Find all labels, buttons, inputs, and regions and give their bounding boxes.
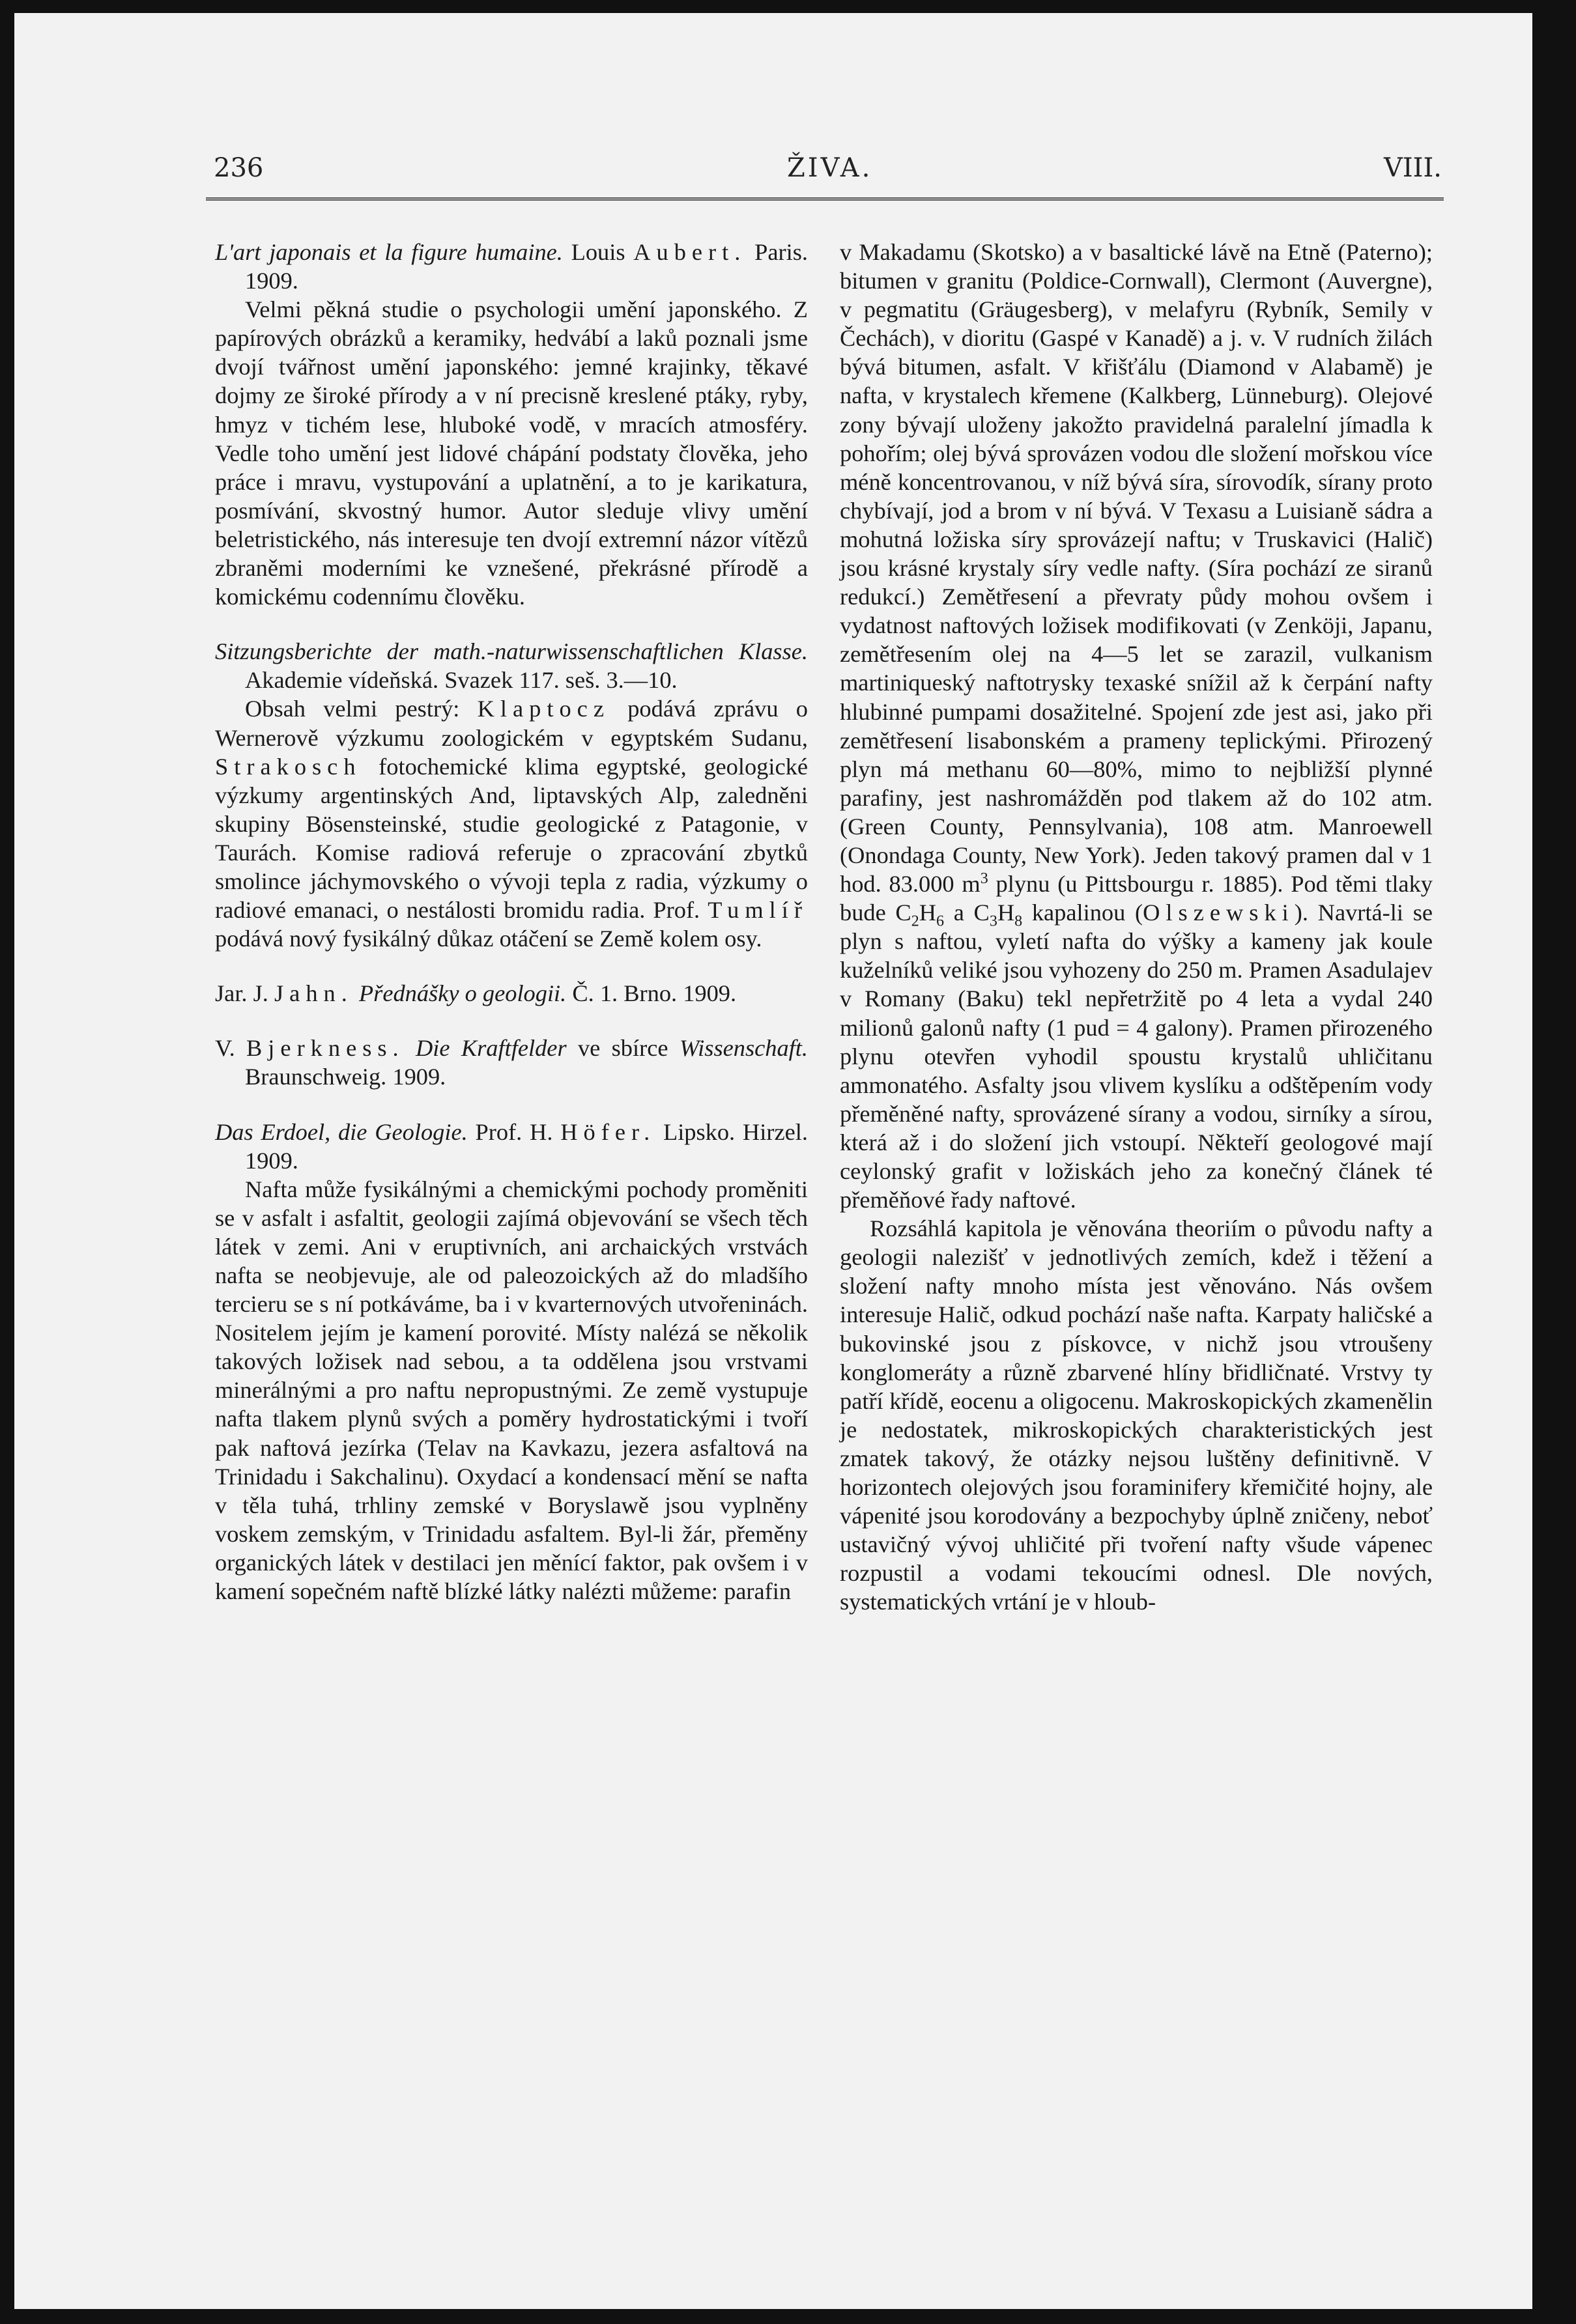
journal-page <box>14 13 1532 2309</box>
running-header <box>214 153 1442 199</box>
citation-hofer <box>215 1118 808 1175</box>
publication-info: Lipsko. Hirzel. 1909. <box>245 1118 808 1174</box>
right-column <box>840 238 1433 1617</box>
volume-number: VIII. <box>1383 153 1442 183</box>
publication-info: Paris. 1909. <box>245 239 808 294</box>
author-initials: Jar. J. <box>215 980 268 1007</box>
subscript: 2 <box>911 913 919 930</box>
formula-part: H <box>919 900 936 926</box>
publication-info: Braunschweig. 1909. <box>245 1064 446 1090</box>
publication-info: Akademie vídeňská. Svazek 117. seš. 3.—10. <box>245 667 678 694</box>
review-text-part: podává nový fysikálný důkaz otáčení se Země kolem osy. <box>215 926 762 952</box>
citation-sitzungsberichte <box>215 637 808 694</box>
series-label: ve sbírce <box>577 1035 668 1062</box>
author-initials: V. <box>215 1035 235 1062</box>
citation-aubert <box>215 238 808 295</box>
author-name: Bjerkness. <box>246 1035 405 1062</box>
author-name: Jahn. <box>274 980 353 1007</box>
author-first-name: Louis <box>571 239 625 265</box>
book-title: Das Erdoel, die Geologie. <box>215 1118 468 1145</box>
citation-bjerkness <box>215 1034 808 1091</box>
formula-part: a C <box>953 900 990 926</box>
superscript: 3 <box>980 870 988 887</box>
author-name: Klaptocz <box>477 696 610 722</box>
review-text-part: kapalinou ( <box>1031 900 1143 926</box>
citation-jahn <box>215 979 808 1008</box>
author-name: Aubert. <box>633 239 747 265</box>
book-title: L'art japonais et la figure humaine. <box>215 239 563 265</box>
book-title: Die Kraftfelder <box>416 1035 567 1062</box>
header-rule <box>206 197 1444 201</box>
review-text-part: plynu (u Pittsbourgu r. 1885). Pod těmi tlaky bude C <box>840 871 1433 926</box>
review-text-part: ). Navrtá-li se plyn s naftou, vyletí nafta do výšky a kameny jak koule kuželníků veliké jsou vyhozeny do 250 m. Pramen Asadulajev v Romany (Baku) tekl nepřetržitě po 4 leta a vydal 240 milionů galonů nafty (1 pud = 4 galony). Pramen přirozeného plynu otevřen vyhodil spoustu krystalů uhličitanu ammonatého. Asfalty jsou vlivem kyslíku a odštěpením vody přeměněné nafty, sprovázené sírany a vodou, sirníky a sírou, která až i do složení jich vstoupí. Někteří geologové mají ceylonský grafit v ložiskách jeho za konečný článek té přeměňové řady naftové. <box>840 900 1433 1213</box>
page-number: 236 <box>214 153 264 183</box>
review-text-part: Obsah velmi pestrý: <box>245 696 460 722</box>
review-text-part: fotochemické klima egyptské, geologické výzkumy argentinských And, liptavských Alp, zaledněni skupiny Bösensteinské, studie geologické z Patagonie, v Taurách. Komise radiová referuje o zpracování zbytků smolince jáchymovského o vývoji tepla z radia, výzkumy o radiové emanaci, o nestálosti bromidu radia. Prof. <box>215 753 808 924</box>
author-name: Tumlíř <box>708 897 808 924</box>
review-text-continued <box>840 238 1433 1214</box>
review-text-part: podává zprávu o Wernerově výzkumu zoologickém v egyptském Sudanu, <box>215 696 808 751</box>
subscript: 6 <box>936 913 944 930</box>
subscript: 3 <box>989 913 997 930</box>
left-column <box>215 238 808 1606</box>
formula-part: H <box>997 900 1015 926</box>
review-text-part: v Makadamu (Skotsko) a v basaltické lávě na Etně (Paterno); bitumen v granitu (Poldice-Cornwall), Clermont (Auvergne), v pegmatitu (Gräugesberg), v melafyru (Rybník, Semily v Čechách), v dioritu (Gaspé v Kanadě) a j. v. V rudních žilách bývá bitumen, asfalt. V křišťálu (Diamond v Alabamě) je nafta, v krystalech křemene (Kalkberg, Lünneburg). Olejové zony bývají uloženy jakožto pravidelná paralelní jímadla k pohořím; olej bývá sprovázen vodou dle složení mořskou více méně koncentrovanou, v níž bývá síra, sírovodík, sírany proto chybívají, jod a brom v ní bývá. V Texasu a Luisianě sádra a mohutná ložiska síry sprovázejí naftu; v Truskavici (Halič) jsou krásné krystaly síry vedle nafty. (Síra pochází ze siranů redukcí.) Zemětřesení a převraty půdy mohou ovšem i vydatnost naftových ložisek modifikovati (v Zenköji, Japanu, zemětřesením olej na 4—5 let se zarazil, vulkanism martiniqueský naftotrysky texaské snížil až k čerpání nafty hlubinné pumpami dosažitelné. Spojení zde jest asi, jako při zemětřesení lisabonském a prameny teplickými. Přirozený plyn má methanu 60—80%, mimo to nejbližší plynné parafiny, jest nashromážděn pod tlakem až do 102 atm. (Green County, Pennsylvania), 108 atm. Manroewell (Onondaga County, New York). Jeden takový pramen dal v 1 hod. 83.000 m <box>840 239 1433 898</box>
review-text: Nafta může fysikálnými a chemickými pochody proměniti se v asfalt i asfaltit, geologii zajímá objevování se všech těch látek v zemi. Ani v eruptivních, ani archaických vrstvách nafta se neobjevuje, ale od paleozoických až do mladšího tercieru se s ní potkáváme, ba i v kvarternových utvořeninách. Nositelem jejím je kamení porovité. Místy nalézá se několik takových ložisek nad sebou, a ta oddělena jsou vrstvami minerálnými a pro naftu nepropustnými. Ze země vystupuje nafta tlakem plynů svých a poměry hydrostatickými i tvoří pak naftová jezírka (Telav na Kavkazu, jezera asfaltová na Trinidadu i Sakchalinu). Oxydací a kondensací mění se nafta v těla tuhá, trhliny zemské v Boryslawě jsou vyplněny voskem zemským, v Trinidadu asfaltem. Byl-li žár, přeměny organických látek v destilaci jen měnící faktor, pak ovšem i v kamení sopečném naftě blízké látky nalézti můžeme: parafin <box>215 1176 808 1605</box>
author-name: Olszewski <box>1143 900 1295 926</box>
publication-info: Č. 1. Brno. 1909. <box>572 980 737 1007</box>
review-text: Velmi pěkná studie o psychologii umění japonského. Z papírových obrázků a keramiky, hedvábí a laků poznali jsme dvojí tvářnost umění japonského: jemné krajinky, těkavé dojmy ze široké přírody a v ní precisně kreslené ptáky, ryby, hmyz v tichém lese, hluboké vodě, v mracích atmosféry. Vedle toho umění jest lidové chápání podstaty člověka, jeho práce i mravu, vystupování a uplatnění, a to je karikatura, posmívání, skvostný humor. Autor sleduje vlivy umění beletristického, nás interesuje ten dvojí extremní názor vítězů zbraněmi moderními ke vznešené, překrásné přírodě a komickému codennímu člověku. <box>215 296 808 610</box>
subscript: 8 <box>1014 913 1023 930</box>
book-title: Přednášky o geologii. <box>358 980 567 1007</box>
author-name: Strakosch <box>215 753 362 780</box>
series-title: Wissenschaft. <box>679 1035 808 1062</box>
journal-title: ŽIVA. <box>787 153 873 183</box>
review-text <box>215 694 808 953</box>
book-title: Sitzungsberichte der math.-naturwissenschaftlichen Klasse. <box>215 638 808 665</box>
author-initials: Prof. H. <box>475 1118 553 1145</box>
review-text: Rozsáhlá kapitola je věnována theoriím o původu nafty a geologii nalezišť v jednotlivých zemích, kdež i těžení a složení nafty mnoho místa jest věnováno. Nás ovšem interesuje Halič, odkud pochází naše nafta. Karpaty haličské a bukovinské jsou z pískovce, v nichž jsou vtroušeny konglomeráty a různě zbarvené hlíny břidličnaté. Vrstvy ty patří křídě, eocenu a oligocenu. Makroskopických zkamenělin je nedostatek, mikroskopických charakteristických jest zmatek takový, že otázky nejsou luštěny definitivně. V horizontech olejových jsou foraminifery křemičité hojny, ale vápenité jsou korodovány a bezpochyby úplně zničeny, neboť ustavičný vývoj uhličité při tvoření nafty všude vápenec rozpustil a vodami tekoucími odnesl. Dle nových, systematických vrtání je v hloub- <box>840 1215 1433 1615</box>
author-name: Höfer. <box>560 1118 656 1145</box>
